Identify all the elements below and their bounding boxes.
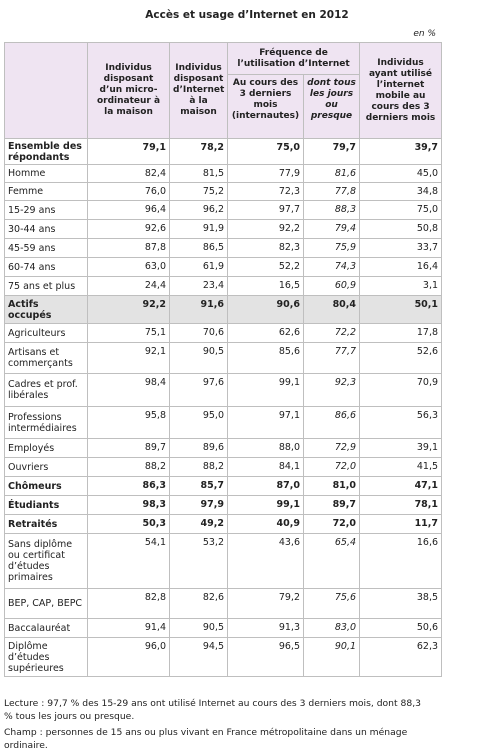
cell-value: 90,1: [304, 638, 360, 677]
cell-value: 85,6: [228, 343, 304, 374]
cell-value: 50,3: [88, 515, 170, 534]
header-trois-derniers-mois: Au cours des 3 derniers mois (internautes): [228, 75, 304, 139]
cell-value: 81,6: [304, 165, 360, 183]
cell-value: 53,2: [170, 534, 228, 589]
table-row: [5, 201, 442, 220]
table-row: [5, 220, 442, 239]
cell-value: 86,6: [304, 407, 360, 439]
header-internet-mobile: Individus ayant utilisé l’internet mobile au cours des 3 derniers mois: [360, 43, 442, 139]
cell-value: 91,3: [228, 619, 304, 638]
cell-value: 62,3: [360, 638, 442, 677]
table-row: [5, 258, 442, 277]
cell-value: 65,4: [304, 534, 360, 589]
cell-value: 40,9: [228, 515, 304, 534]
cell-value: 52,6: [360, 343, 442, 374]
cell-value: 70,6: [170, 324, 228, 343]
cell-value: 90,5: [170, 343, 228, 374]
cell-value: 61,9: [170, 258, 228, 277]
cell-value: 39,7: [360, 139, 442, 165]
table-row: [5, 638, 442, 677]
row-label: Femme: [5, 183, 88, 201]
row-label: Étudiants: [5, 496, 88, 515]
cell-value: 87,0: [228, 477, 304, 496]
cell-value: 50,6: [360, 619, 442, 638]
cell-value: 50,8: [360, 220, 442, 239]
cell-value: 99,1: [228, 374, 304, 407]
cell-value: 88,2: [170, 458, 228, 477]
row-label: Chômeurs: [5, 477, 88, 496]
header-micro-ordinateur: Individus disposant d’un micro-ordinateur à la maison: [88, 43, 170, 139]
cell-value: 70,9: [360, 374, 442, 407]
row-label: Retraités: [5, 515, 88, 534]
cell-value: 96,4: [88, 201, 170, 220]
cell-value: 75,1: [88, 324, 170, 343]
cell-value: 96,0: [88, 638, 170, 677]
row-label: Diplôme d’études supérieures: [5, 638, 88, 677]
table-row: [5, 239, 442, 258]
cell-value: 89,7: [304, 496, 360, 515]
cell-value: 99,1: [228, 496, 304, 515]
cell-value: 95,8: [88, 407, 170, 439]
table-row: [5, 343, 442, 374]
page-title: Accès et usage d’Internet en 2012: [145, 9, 349, 21]
row-label: Employés: [5, 439, 88, 458]
cell-value: 98,4: [88, 374, 170, 407]
row-label: Cadres et prof. libérales: [5, 374, 88, 407]
cell-value: 75,9: [304, 239, 360, 258]
cell-value: 16,4: [360, 258, 442, 277]
row-label: BEP, CAP, BEPC: [5, 589, 88, 619]
cell-value: 77,9: [228, 165, 304, 183]
table-row: [5, 515, 442, 534]
table-row: [5, 458, 442, 477]
cell-value: 49,2: [170, 515, 228, 534]
cell-value: 98,3: [88, 496, 170, 515]
cell-value: 85,7: [170, 477, 228, 496]
row-label: Sans diplôme ou certificat d’études primaires: [5, 534, 88, 589]
cell-value: 89,7: [88, 439, 170, 458]
row-label: Actifs occupés: [5, 296, 88, 324]
row-label: Artisans et commerçants: [5, 343, 88, 374]
cell-value: 77,8: [304, 183, 360, 201]
cell-value: 72,9: [304, 439, 360, 458]
cell-value: 63,0: [88, 258, 170, 277]
cell-value: 91,9: [170, 220, 228, 239]
cell-value: 39,1: [360, 439, 442, 458]
cell-value: 16,5: [228, 277, 304, 296]
cell-value: 97,6: [170, 374, 228, 407]
cell-value: 92,2: [88, 296, 170, 324]
cell-value: 54,1: [88, 534, 170, 589]
row-label: Homme: [5, 165, 88, 183]
row-label: 15-29 ans: [5, 201, 88, 220]
header-frequence-group: Fréquence de l’utilisation d’Internet: [228, 43, 360, 75]
cell-value: 56,3: [360, 407, 442, 439]
table-row: [5, 139, 442, 165]
table-row: [5, 407, 442, 439]
cell-value: 86,3: [88, 477, 170, 496]
row-label: 45-59 ans: [5, 239, 88, 258]
cell-value: 84,1: [228, 458, 304, 477]
row-label: Baccalauréat: [5, 619, 88, 638]
row-label: Agriculteurs: [5, 324, 88, 343]
row-label: Ouvriers: [5, 458, 88, 477]
cell-value: 75,6: [304, 589, 360, 619]
cell-value: 79,1: [88, 139, 170, 165]
table-body: [5, 139, 442, 677]
table-row: [5, 277, 442, 296]
table-row: [5, 477, 442, 496]
cell-value: 82,3: [228, 239, 304, 258]
cell-value: 77,7: [304, 343, 360, 374]
row-label: 60-74 ans: [5, 258, 88, 277]
note-lecture: Lecture : 97,7 % des 15-29 ans ont utilisé Internet au cours des 3 derniers mois, dont 88,3 % tous les jours ou presque.: [4, 698, 421, 722]
cell-value: 82,4: [88, 165, 170, 183]
cell-value: 3,1: [360, 277, 442, 296]
cell-value: 62,6: [228, 324, 304, 343]
cell-value: 81,0: [304, 477, 360, 496]
cell-value: 17,8: [360, 324, 442, 343]
cell-value: 92,3: [304, 374, 360, 407]
table-row: [5, 183, 442, 201]
header-tous-les-jours: dont tous les jours ou presque: [304, 75, 360, 139]
row-label: Professions intermédiaires: [5, 407, 88, 439]
table-row: [5, 296, 442, 324]
cell-value: 45,0: [360, 165, 442, 183]
cell-value: 43,6: [228, 534, 304, 589]
cell-value: 97,7: [228, 201, 304, 220]
cell-value: 78,2: [170, 139, 228, 165]
cell-value: 86,5: [170, 239, 228, 258]
note-champ: Champ : personnes de 15 ans ou plus vivant en France métropolitaine dans un ménage ordinaire.: [4, 727, 408, 751]
cell-value: 80,4: [304, 296, 360, 324]
row-label: 30-44 ans: [5, 220, 88, 239]
cell-value: 90,5: [170, 619, 228, 638]
cell-value: 91,6: [170, 296, 228, 324]
cell-value: 79,7: [304, 139, 360, 165]
table-row: [5, 374, 442, 407]
cell-value: 97,9: [170, 496, 228, 515]
cell-value: 95,0: [170, 407, 228, 439]
header-empty: [5, 43, 88, 139]
cell-value: 88,2: [88, 458, 170, 477]
cell-value: 75,2: [170, 183, 228, 201]
unit-label: en %: [413, 29, 436, 39]
cell-value: 72,3: [228, 183, 304, 201]
cell-value: 75,0: [228, 139, 304, 165]
cell-value: 11,7: [360, 515, 442, 534]
table-row: [5, 589, 442, 619]
cell-value: 79,2: [228, 589, 304, 619]
cell-value: 96,5: [228, 638, 304, 677]
cell-value: 81,5: [170, 165, 228, 183]
cell-value: 82,8: [88, 589, 170, 619]
header-internet-maison: Individus disposant d’Internet à la maison: [170, 43, 228, 139]
cell-value: 72,0: [304, 458, 360, 477]
table-row: [5, 534, 442, 589]
cell-value: 33,7: [360, 239, 442, 258]
cell-value: 47,1: [360, 477, 442, 496]
cell-value: 74,3: [304, 258, 360, 277]
internet-usage-table: [4, 42, 442, 677]
cell-value: 52,2: [228, 258, 304, 277]
cell-value: 79,4: [304, 220, 360, 239]
cell-value: 94,5: [170, 638, 228, 677]
cell-value: 72,2: [304, 324, 360, 343]
cell-value: 72,0: [304, 515, 360, 534]
cell-value: 88,0: [228, 439, 304, 458]
cell-value: 75,0: [360, 201, 442, 220]
cell-value: 83,0: [304, 619, 360, 638]
cell-value: 24,4: [88, 277, 170, 296]
table-row: [5, 496, 442, 515]
cell-value: 97,1: [228, 407, 304, 439]
cell-value: 60,9: [304, 277, 360, 296]
row-label: 75 ans et plus: [5, 277, 88, 296]
cell-value: 91,4: [88, 619, 170, 638]
cell-value: 78,1: [360, 496, 442, 515]
cell-value: 16,6: [360, 534, 442, 589]
cell-value: 89,6: [170, 439, 228, 458]
cell-value: 41,5: [360, 458, 442, 477]
row-label: Ensemble des répondants: [5, 139, 88, 165]
cell-value: 82,6: [170, 589, 228, 619]
cell-value: 92,2: [228, 220, 304, 239]
notes: [4, 697, 424, 755]
table-row: [5, 165, 442, 183]
cell-value: 87,8: [88, 239, 170, 258]
cell-value: 92,6: [88, 220, 170, 239]
table-row: [5, 619, 442, 638]
table-row: [5, 439, 442, 458]
cell-value: 96,2: [170, 201, 228, 220]
cell-value: 38,5: [360, 589, 442, 619]
table-row: [5, 324, 442, 343]
cell-value: 92,1: [88, 343, 170, 374]
cell-value: 88,3: [304, 201, 360, 220]
cell-value: 50,1: [360, 296, 442, 324]
cell-value: 23,4: [170, 277, 228, 296]
cell-value: 90,6: [228, 296, 304, 324]
cell-value: 34,8: [360, 183, 442, 201]
cell-value: 76,0: [88, 183, 170, 201]
